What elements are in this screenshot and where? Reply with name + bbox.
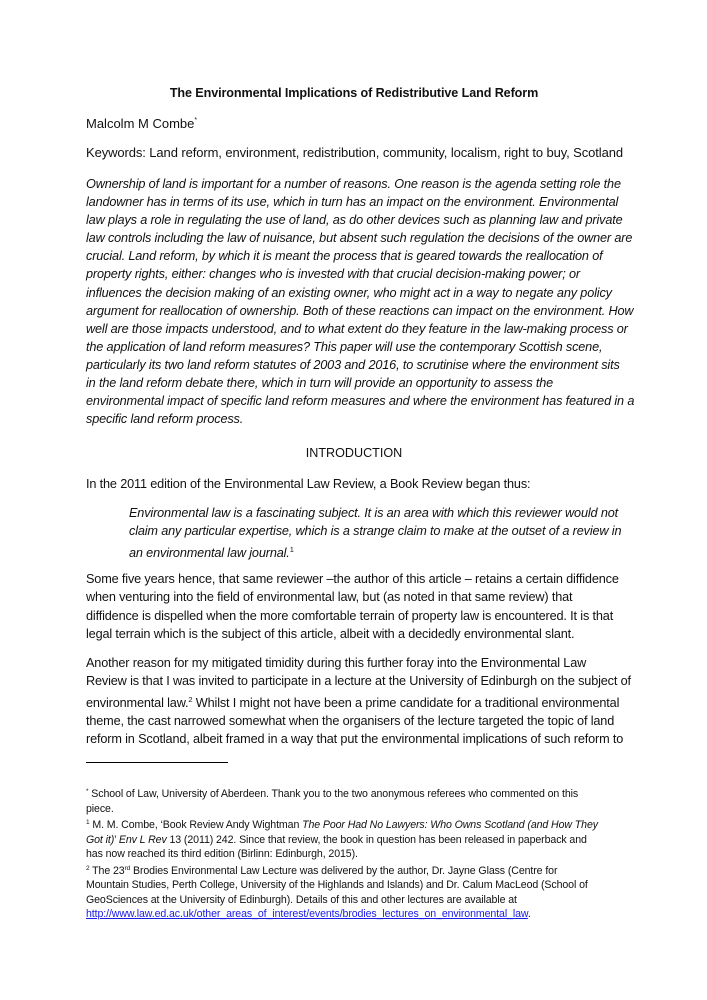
keywords-line: Keywords: Land reform, environment, redistribution, community, localism, right to buy, Scotland	[86, 145, 623, 160]
abstract-line: argument for reallocation of ownership. Both of these reactions can impact on the environment. How	[86, 303, 634, 318]
footnote-text-line: Mountain Studies, Perth College, University of the Highlands and Islands) and Dr. Calum MacLeod (School of	[86, 879, 588, 891]
author-name: Malcolm M Combe	[86, 116, 195, 131]
abstract-line: property rights, either: changes who is invested with that crucial decision-making power; or	[86, 267, 580, 282]
abstract-line: crucial. Land reform, by which it is meant the process that is geared towards the reallocation of	[86, 249, 603, 264]
journal-name: Env L Rev	[118, 833, 167, 846]
abstract-line: the application of land reform measures? This paper will use the contemporary Scottish scene,	[86, 339, 603, 354]
paragraph-line: theme, the cast narrowed somewhat when the organisers of the lecture targeted the topic of land	[86, 713, 615, 728]
quote-line-text: an environmental law journal.	[129, 545, 290, 560]
paragraph-line: Review is that I was invited to participate in a lecture at the University of Edinburgh on the subject of	[86, 674, 631, 689]
footnote-mark: 2	[86, 864, 90, 872]
section-heading-introduction: INTRODUCTION	[305, 446, 403, 460]
footnote-text: The 23	[89, 864, 125, 877]
paragraph-line	[86, 691, 622, 712]
author-footnote-mark: *	[194, 117, 198, 124]
quote-line	[129, 541, 622, 562]
footnote-2	[86, 862, 622, 879]
footnote-text: 13 (2011) 242. Since that review, the book in question has been released in paperback and	[166, 833, 587, 846]
footnote-text: M. M. Combe, ‘Book Review Andy Wightman	[89, 819, 303, 831]
footnote-ref-2[interactable]: 2	[188, 694, 193, 704]
paragraph-line: Another reason for my mitigated timidity during this further foray into the Environmental Law	[86, 656, 587, 670]
footnote-star	[86, 785, 622, 802]
paragraph-line: Some five years hence, that same reviewer –the author of this article – retains a certain diffidence	[86, 572, 619, 586]
quote-line: claim any particular expertise, which is a strange claim to make at the outset of a review in	[129, 524, 622, 539]
author-line	[86, 116, 197, 131]
abstract-line: influences the decision making of an existing owner, who might act in a way to negate any policy	[86, 285, 612, 300]
abstract-line: landowner has in terms of its use, which in turn has an impact on the environment. Environmental	[86, 195, 619, 210]
abstract-line: law plays a role in regulating the use of land, as do other devices such as planning law and private	[86, 213, 623, 228]
paragraph-text: environmental law.	[86, 695, 189, 710]
footnote-link-line	[86, 907, 622, 922]
paragraph-line: reform in Scotland, albeit framed in a way that put the environmental implications of such reform to	[86, 732, 624, 747]
footnote-text-line	[86, 833, 622, 848]
book-title: Got it)	[86, 833, 115, 846]
abstract-line: particularly its two land reform statutes of 2003 and 2016, to scrutinise where the environment sits	[86, 357, 620, 372]
footnote-text: School of Law, University of Aberdeen. Thank you to the two anonymous referees who commented on this	[88, 788, 579, 800]
brodies-lectures-link[interactable]: http://www.law.ed.ac.uk/other_areas_of_interest/events/brodies_lectures_on_environmental_law	[86, 908, 528, 920]
paper-title: The Environmental Implications of Redistributive Land Reform	[169, 86, 539, 100]
footnote-text: Brodies Environmental Law Lecture was delivered by the author, Dr. Jayne Glass (Centre for	[130, 864, 558, 877]
paragraph-line: when venturing into the field of environmental law, but (as noted in that same review) that	[86, 590, 573, 605]
footnote-mark: *	[86, 788, 89, 795]
abstract-line: in the land reform debate there, which in turn will provide an opportunity to assess the	[86, 376, 554, 391]
paragraph-line: legal terrain which is the subject of this article, albeit with a decidedly environmental slant.	[86, 626, 575, 641]
footnote-text: ’	[114, 833, 119, 846]
book-title: The Poor Had No Lawyers: Who Owns Scotland (and How They	[302, 819, 598, 831]
quote-line: Environmental law is a fascinating subject. It is an area with which this reviewer would not	[129, 506, 619, 520]
footnote-ref-1[interactable]: 1	[289, 544, 294, 554]
paragraph-text: Whilst I might not have been a prime candidate for a traditional environmental	[192, 695, 620, 710]
footnote-text-line: piece.	[86, 802, 114, 815]
abstract-line: specific land reform process.	[86, 412, 244, 427]
ordinal-suffix: rd	[124, 864, 131, 872]
abstract-line: Ownership of land is important for a number of reasons. One reason is the agenda setting role the	[86, 177, 621, 191]
footnote-text-line: GeoSciences at the University of Edinburgh). Details of this and other lectures are available at	[86, 893, 517, 906]
abstract-line: environmental impact of specific land reform measures and where the environment has featured in a	[86, 394, 635, 409]
footnotes	[86, 785, 622, 922]
footnote-1	[86, 816, 622, 833]
footnote-text: .	[527, 908, 531, 920]
intro-paragraph: In the 2011 edition of the Environmental Law Review, a Book Review began thus:	[86, 477, 531, 491]
body-paragraph-2	[86, 570, 622, 643]
footnote-mark: 1	[86, 819, 90, 826]
abstract	[86, 175, 635, 428]
block-quote	[129, 504, 622, 562]
paragraph-line: diffidence is dispelled when the more comfortable terrain of property law is encountered. It is that	[86, 608, 614, 623]
body-paragraph-3	[86, 654, 631, 748]
abstract-line: law controls including the law of nuisance, but absent such regulation the decisions of the owner are	[86, 231, 633, 246]
footnote-separator	[86, 762, 228, 763]
footnote-text-line: has now reached its third edition (Birlinn: Edinburgh, 2015).	[86, 848, 358, 860]
abstract-line: well are those impacts understood, and to what extent do they feature in the law-making process or	[86, 321, 628, 336]
